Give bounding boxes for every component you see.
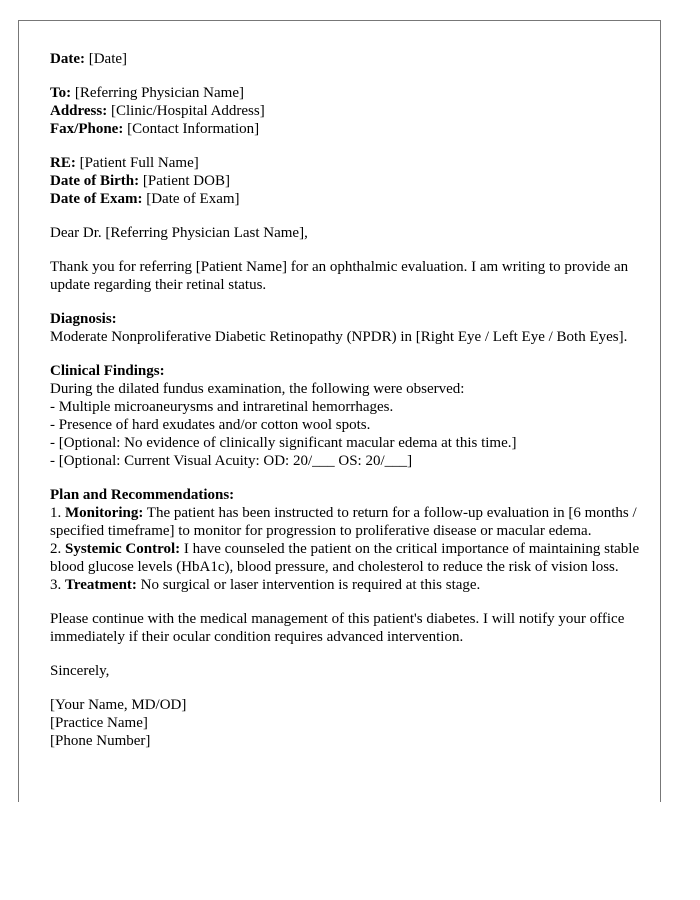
intro-paragraph: Thank you for referring [Patient Name] for an ophthalmic evaluation. I am writing to provide an update regarding their retinal status.	[50, 259, 629, 293]
plan-item-text: No surgical or laser intervention is required at this stage.	[136, 577, 481, 593]
re-value: [Patient Full Name]	[75, 155, 199, 171]
address-line	[50, 102, 645, 120]
plan-item-label: Monitoring:	[65, 505, 144, 521]
diagnosis-text: Moderate Nonproliferative Diabetic Retinopathy (NPDR) in [Right Eye / Left Eye / Both Eyes].	[50, 329, 628, 345]
date-label: Date:	[50, 51, 85, 67]
dob-label: Date of Birth:	[50, 173, 140, 189]
signature-phone: [Phone Number]	[50, 733, 151, 749]
date-value: [Date]	[84, 51, 128, 67]
exam-date-label: Date of Exam:	[50, 191, 143, 207]
findings-intro: During the dilated fundus examination, the following were observed:	[50, 381, 465, 397]
plan-item-number: 3.	[50, 577, 62, 593]
plan-item-systemic-control	[50, 540, 645, 576]
plan-item-treatment	[50, 576, 645, 594]
exam-date-line	[50, 190, 645, 208]
finding-item: - [Optional: No evidence of clinically significant macular edema at this time.]	[50, 435, 517, 451]
fax-phone-value: [Contact Information]	[123, 121, 260, 137]
plan-item-label: Treatment:	[65, 577, 137, 593]
letter-content	[50, 50, 645, 750]
finding-item: - Presence of hard exudates and/or cotton wool spots.	[50, 417, 371, 433]
finding-item: - Multiple microaneurysms and intraretinal hemorrhages.	[50, 399, 394, 415]
plan-heading: Plan and Recommendations:	[50, 487, 235, 503]
to-value: [Referring Physician Name]	[71, 85, 244, 101]
address-label: Address:	[50, 103, 108, 119]
dob-value: [Patient DOB]	[139, 173, 230, 189]
plan-item-label: Systemic Control:	[65, 541, 181, 557]
exam-date-value: [Date of Exam]	[142, 191, 240, 207]
diagnosis-heading: Diagnosis:	[50, 311, 117, 327]
findings-heading: Clinical Findings:	[50, 363, 165, 379]
greeting: Dear Dr. [Referring Physician Last Name],	[50, 225, 308, 241]
plan-item-text: The patient has been instructed to return for a follow-up evaluation in [6 months / specified timeframe] to monitor for progression to proliferative disease or macular edema.	[50, 505, 637, 539]
plan-item-monitoring	[50, 504, 645, 540]
address-value: [Clinic/Hospital Address]	[107, 103, 265, 119]
re-label: RE:	[50, 155, 76, 171]
finding-item: - [Optional: Current Visual Acuity: OD: 20/___ OS: 20/___]	[50, 453, 413, 469]
to-line	[50, 84, 645, 102]
letter-page	[18, 20, 661, 802]
signoff: Sincerely,	[50, 663, 110, 679]
plan-item-number: 2.	[50, 541, 62, 557]
re-line	[50, 154, 645, 172]
date-line	[50, 50, 645, 68]
to-label: To:	[50, 85, 72, 101]
dob-line	[50, 172, 645, 190]
fax-phone-label: Fax/Phone:	[50, 121, 124, 137]
plan-item-number: 1.	[50, 505, 62, 521]
plan-item-text: I have counseled the patient on the critical importance of maintaining stable blood glucose levels (HbA1c), blood pressure, and cholesterol to reduce the risk of vision loss.	[50, 541, 640, 575]
closing-paragraph: Please continue with the medical management of this patient's diabetes. I will notify your office immediately if their ocular condition requires advanced intervention.	[50, 611, 625, 645]
signature-name: [Your Name, MD/OD]	[50, 697, 187, 713]
fax-phone-line	[50, 120, 645, 138]
signature-practice: [Practice Name]	[50, 715, 148, 731]
